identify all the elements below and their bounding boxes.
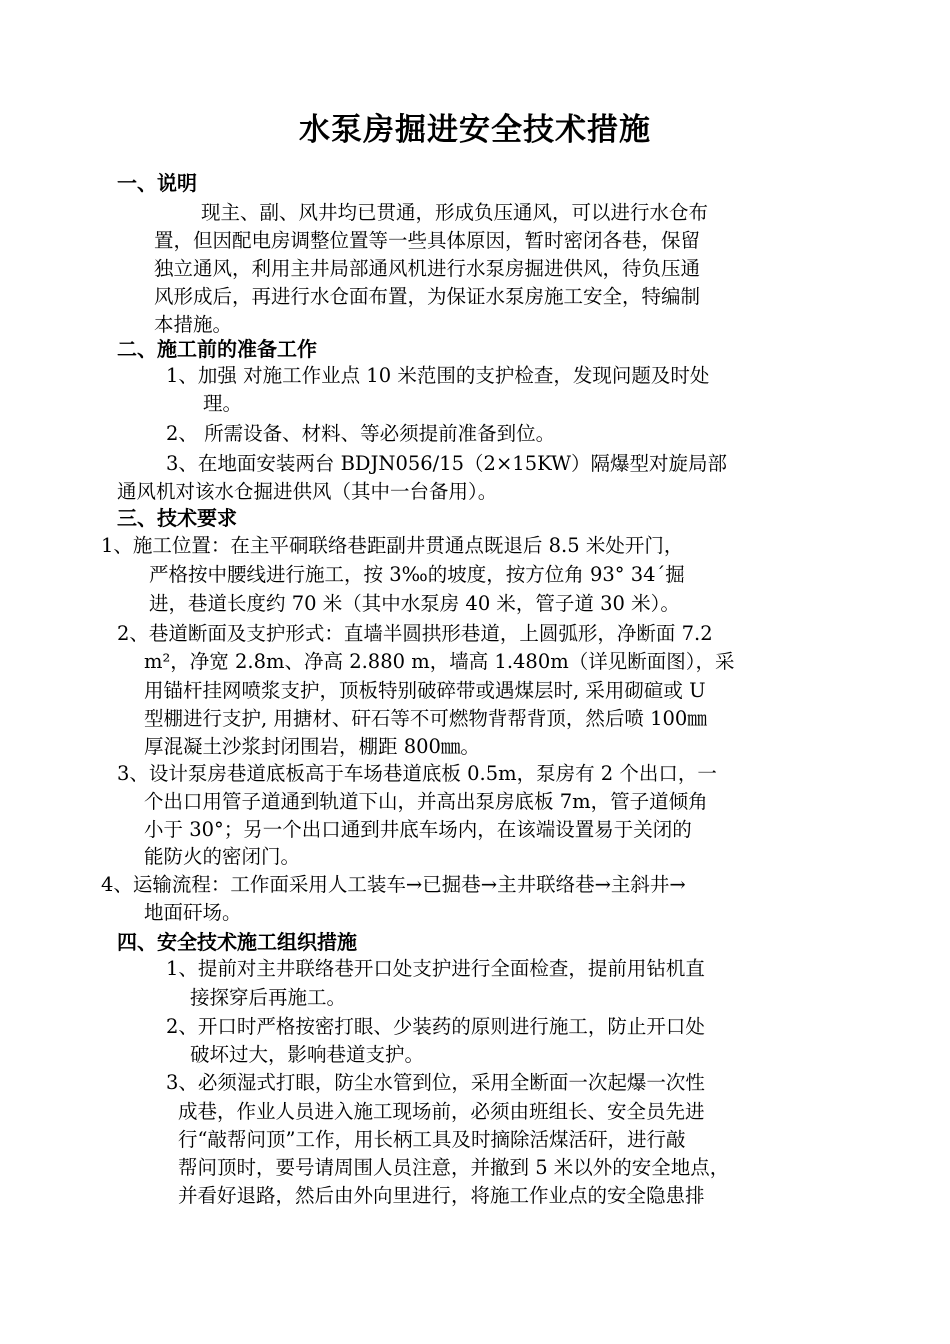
document-title: 水泵房掘进安全技术措施 xyxy=(299,112,651,148)
list-item-line: m²，净宽 2.8m、净高 2.880 m，墙高 1.480m（详见断面图），采 xyxy=(144,650,735,673)
list-item-line: 小于 30°；另一个出口通到井底车场内，在该端设置易于关闭的 xyxy=(144,818,692,841)
list-item-line: 3、必须湿式打眼，防尘水管到位，采用全断面一次起爆一次性 xyxy=(166,1071,705,1094)
paragraph-line: 风形成后，再进行水仓面布置，为保证水泵房施工安全，特编制 xyxy=(154,285,701,308)
list-item-line: 帮问顶时，要号请周围人员注意，并撤到 5 米以外的安全地点， xyxy=(178,1156,730,1179)
section-heading-4: 四、安全技术施工组织措施 xyxy=(117,930,357,954)
section-heading-1: 一、说明 xyxy=(117,171,197,195)
list-item-line: 能防火的密闭门。 xyxy=(144,845,301,868)
list-item-line: 1、提前对主井联络巷开口处支护进行全面检查，提前用钻机直 xyxy=(166,957,705,980)
list-item-line: 3、设计泵房巷道底板高于车场巷道底板 0.5m，泵房有 2 个出口，一 xyxy=(117,762,717,785)
list-item-line: 2、 所需设备、材料、等必须提前准备到位。 xyxy=(166,422,556,445)
section-heading-2: 二、施工前的准备工作 xyxy=(117,337,317,361)
list-item-line: 行“敲帮问顶”工作，用长柄工具及时摘除活煤活矸，进行敲 xyxy=(178,1128,686,1151)
paragraph-line: 置，但因配电房调整位置等一些具体原因，暂时密闭各巷，保留 xyxy=(154,229,701,252)
list-item-line: 接探穿后再施工。 xyxy=(190,986,347,1009)
list-item-line: 通风机对该水仓掘进供风（其中一台备用）。 xyxy=(117,480,498,503)
list-item-line: 成巷，作业人员进入施工现场前，必须由班组长、安全员先进 xyxy=(178,1100,705,1123)
list-item-line: 3、在地面安装两台 BDJN056/15（2×15KW）隔爆型对旋局部 xyxy=(166,452,728,475)
list-item-line: 理。 xyxy=(203,392,243,415)
list-item-line: 4、运输流程：工作面采用人工装车→已掘巷→主井联络巷→主斜井→ xyxy=(101,873,686,896)
list-item-line: 厚混凝土沙浆封闭围岩，棚距 800㎜。 xyxy=(144,735,480,758)
list-item-line: 进，巷道长度约 70 米（其中水泵房 40 米，管子道 30 米）。 xyxy=(149,592,680,615)
list-item-line: 1、施工位置：在主平硐联络巷距副井贯通点既退后 8.5 米处开门， xyxy=(101,534,684,557)
list-item-line: 地面矸场。 xyxy=(144,901,242,924)
paragraph-line: 本措施。 xyxy=(154,313,233,336)
list-item-line: 严格按中腰线进行施工，按 3‰的坡度，按方位角 93° 34´掘 xyxy=(149,563,685,586)
list-item-line: 2、开口时严格按密打眼、少装药的原则进行施工，防止开口处 xyxy=(166,1015,705,1038)
list-item-line: 用锚杆挂网喷浆支护，顶板特别破碎带或遇煤层时, 采用砌碹或 U xyxy=(144,679,706,702)
list-item-line: 个出口用管子道通到轨道下山，并高出泵房底板 7m，管子道倾角 xyxy=(144,790,708,813)
list-item-line: 型棚进行支护, 用搪材、矸石等不可燃物背帮背顶，然后喷 100㎜ xyxy=(144,707,707,730)
section-heading-3: 三、技术要求 xyxy=(117,506,237,530)
list-item-line: 2、巷道断面及支护形式：直墙半圆拱形巷道，上圆弧形，净断面 7.2 xyxy=(117,622,713,645)
list-item-line: 1、加强 对施工作业点 10 米范围的支护检查，发现问题及时处 xyxy=(166,364,710,387)
paragraph-line: 独立通风，利用主井局部通风机进行水泵房掘进供风，待负压通 xyxy=(154,257,701,280)
list-item-line: 并看好退路，然后由外向里进行，将施工作业点的安全隐患排 xyxy=(178,1184,705,1207)
paragraph-line: 现主、副、风井均已贯通，形成负压通风，可以进行水仓布 xyxy=(201,201,709,224)
list-item-line: 破坏过大，影响巷道支护。 xyxy=(190,1043,425,1066)
